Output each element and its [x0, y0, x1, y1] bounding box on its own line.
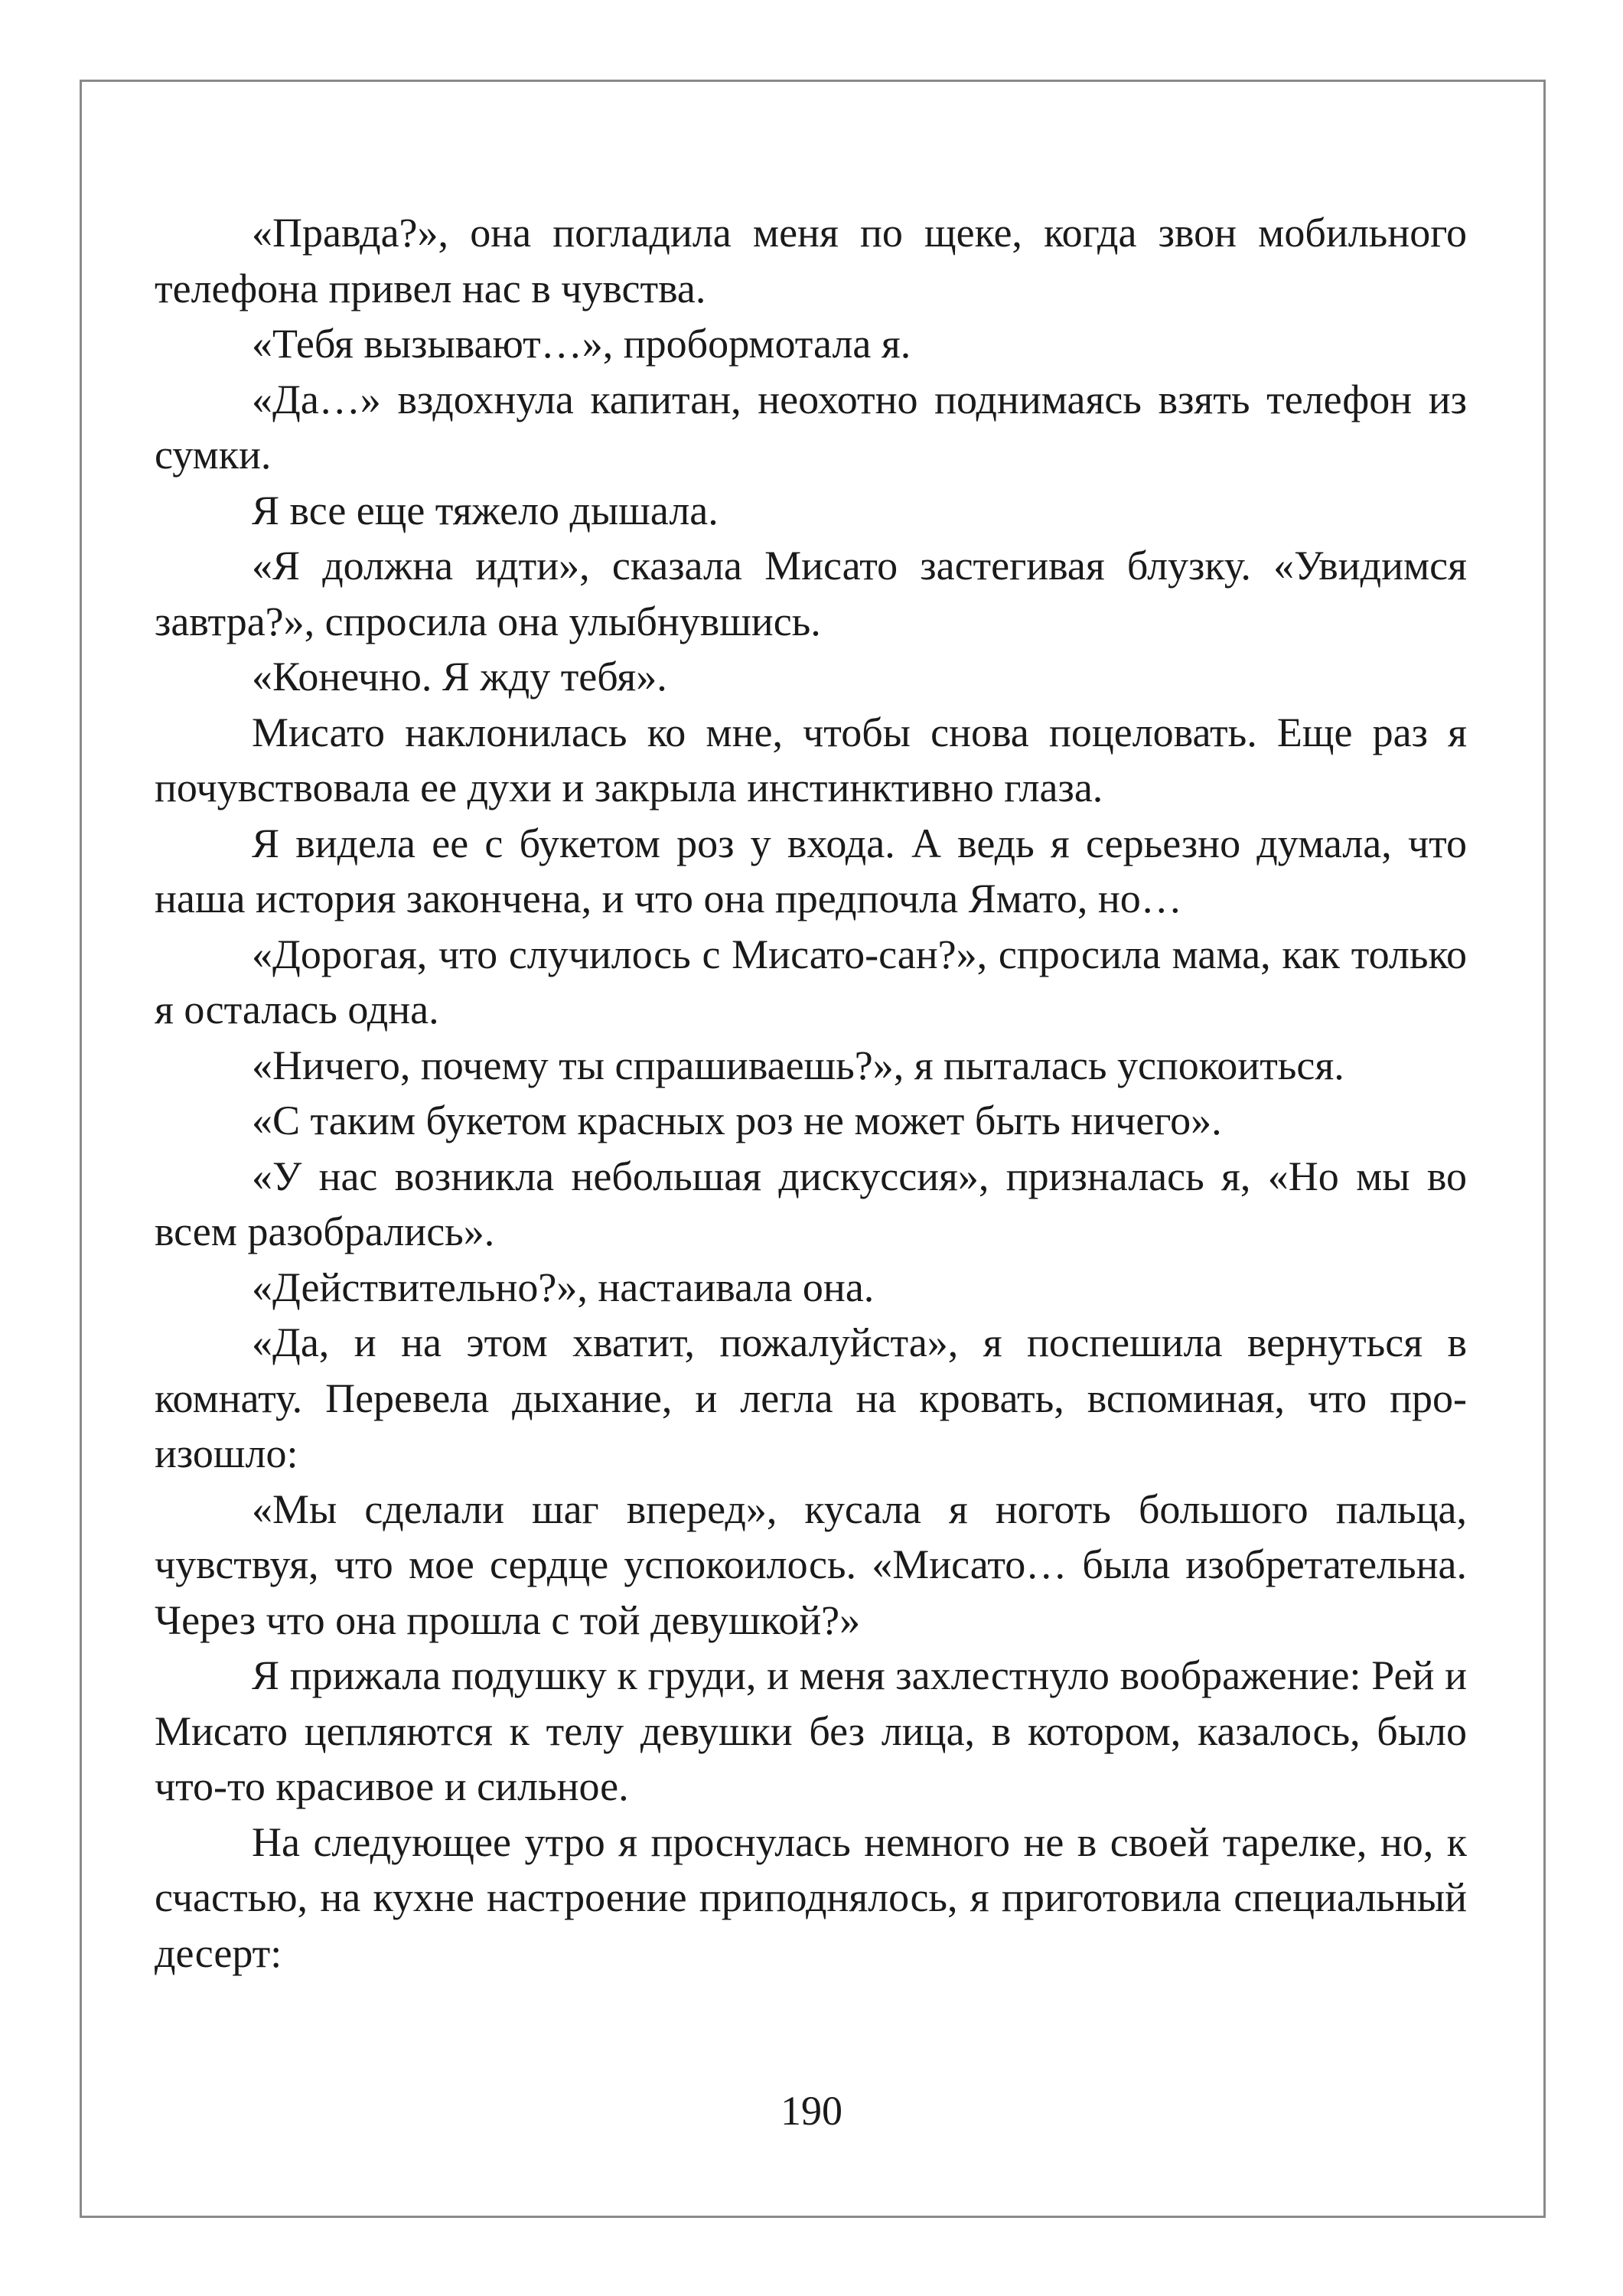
paragraph: «Мы сделали шаг вперед», кусала я ноготь большого пальца, чувствуя, что мое сердце успокоилось. «Мисато… была изобретательна. Через что она прошла с той девушкой?»: [155, 1486, 1467, 1643]
paragraph: «Ничего, почему ты спрашиваешь?», я пыталась успокоиться.: [252, 1042, 1344, 1088]
paragraph: Я все еще тяжело дышала.: [252, 487, 719, 533]
paragraph: Мисато наклонилась ко мне, чтобы снова поцеловать. Еще раз я почувствовала ее духи и закрыла инстинктивно глаза.: [155, 709, 1467, 810]
paragraph: «Тебя вызывают…», пробормотала я.: [252, 321, 911, 367]
paragraph: «С таким букетом красных роз не может быть ничего».: [252, 1097, 1222, 1143]
paragraph: «Да…» вздохнула капитан, неохотно поднимаясь взять телефон из сумки.: [155, 376, 1467, 478]
paragraph: «Дорогая, что случилось с Мисато-сан?», спросила мама, как только я осталась одна.: [155, 931, 1467, 1032]
paragraph: «У нас возникла небольшая дискуссия», призналась я, «Но мы во всем разобрались».: [155, 1153, 1467, 1254]
paragraph: «Действительно?», настаивала она.: [252, 1264, 875, 1310]
body-text: [155, 205, 1467, 1981]
paragraph: «Да, и на этом хватит, пожалуйста», я поспешила вернуться в комнату. Перевела дыхание, и легла на кровать, вспоминая, что произошло:: [155, 1319, 1467, 1476]
paragraph: На следующее утро я проснулась немного не в своей тарелке, но, к счастью, на кухне настроение приподнялось, я приготовила специальный десерт:: [155, 1818, 1467, 1976]
paragraph: Я прижала подушку к груди, и меня захлестнуло воображение: Рей и Мисато цепляются к телу девушки без лица, в котором, казалось, было что-то красивое и сильное.: [155, 1652, 1467, 1809]
page-number: 190: [781, 2088, 842, 2134]
paragraph: «Правда?», она погладила меня по щеке, когда звон мобильного телефона привел нас в чувства.: [155, 210, 1467, 311]
paragraph: Я видела ее с букетом роз у входа. А ведь я серьезно думала, что наша история закончена, и что она предпочла Ямато, но…: [155, 820, 1467, 921]
paragraph: «Я должна идти», сказала Мисато застегивая блузку. «Увидимся завтра?», спросила она улыбнувшись.: [155, 543, 1467, 644]
paragraph: «Конечно. Я жду тебя».: [252, 654, 667, 700]
